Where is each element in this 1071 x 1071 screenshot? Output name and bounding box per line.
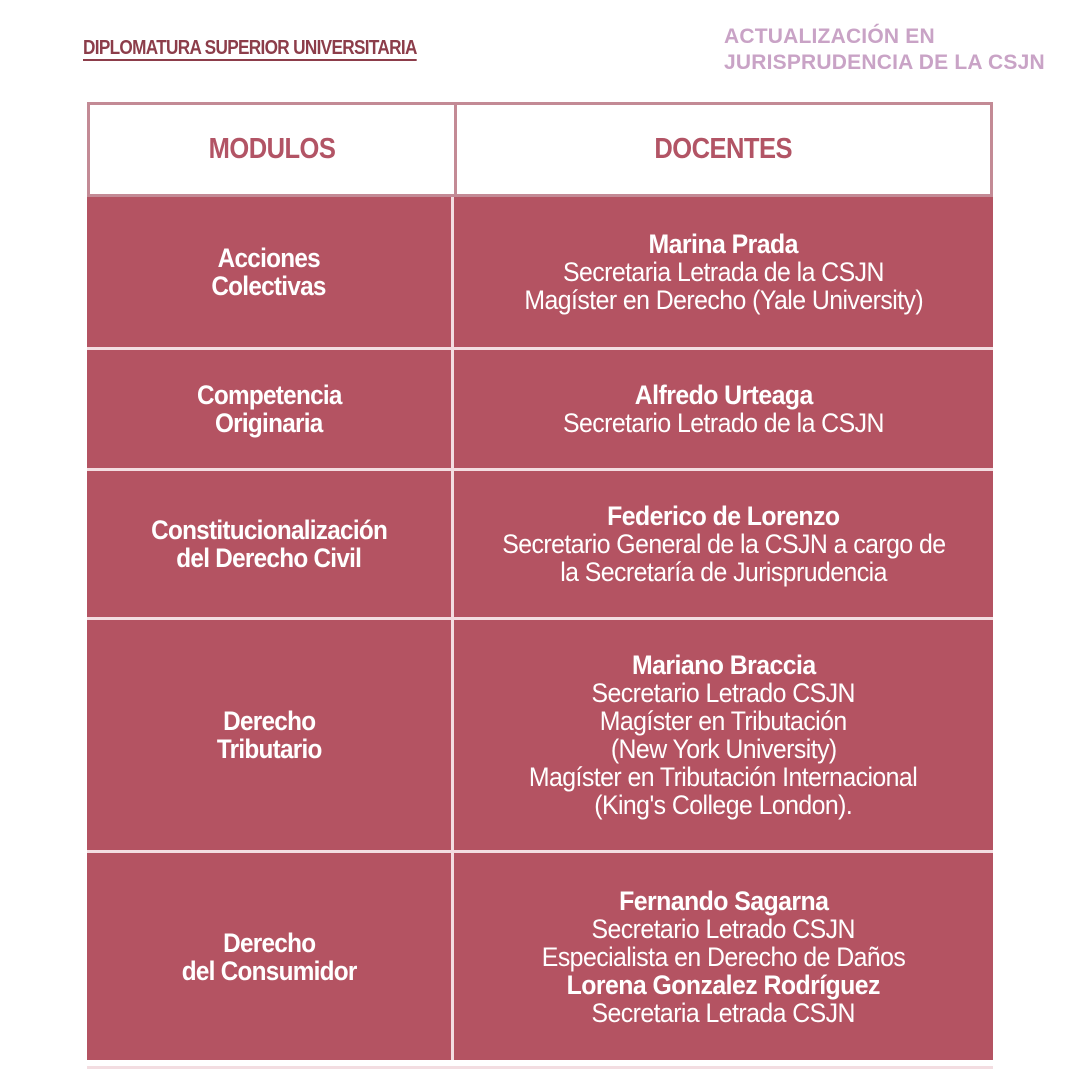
docentes-cell: [454, 350, 993, 468]
docente-credential: Secretario General de la CSJN a cargo de: [501, 529, 946, 559]
docente-credential: Secretaria Letrada CSJN: [591, 997, 856, 1028]
docente-credential: Magíster en Tributación Internacional: [529, 762, 918, 792]
table-row: [87, 468, 993, 617]
docente-credential: Magíster en Derecho (Yale University): [524, 285, 923, 315]
docente-credential: Secretario Letrado CSJN: [591, 913, 856, 944]
docentes-cell: [454, 620, 993, 850]
module-name-line: Tributario: [216, 734, 322, 764]
module-cell: [87, 350, 454, 468]
module-name-line: del Consumidor: [181, 955, 357, 986]
module-cell: [87, 853, 454, 1060]
course-title-line-1: ACTUALIZACIÓN EN: [724, 25, 935, 48]
table-body: [87, 197, 993, 1060]
docente-credential: (New York University): [610, 734, 837, 764]
modules-table: [87, 102, 993, 1060]
course-title-line-2: JURISPRUDENCIA DE LA CSJN: [724, 51, 1045, 74]
module-cell: [87, 197, 454, 347]
module-name-line: Acciones: [217, 243, 321, 273]
column-header-modulos: MODULOS: [90, 105, 457, 194]
docente-name: Federico de Lorenzo: [607, 501, 840, 531]
table-bottom-border: [87, 1066, 993, 1069]
module-cell: [87, 471, 454, 617]
docente-credential: Magíster en Tributación: [600, 706, 847, 736]
column-header-docentes: DOCENTES: [654, 133, 793, 165]
table-row: [87, 347, 993, 468]
docente-credential: la Secretaría de Jurisprudencia: [560, 557, 887, 587]
module-name-line: Derecho: [222, 927, 316, 958]
module-cell: [87, 620, 454, 850]
docentes-cell: [454, 197, 993, 347]
docentes-cell: [454, 471, 993, 617]
docente-credential: Secretario Letrado de la CSJN: [563, 408, 884, 438]
module-name-line: Colectivas: [211, 271, 327, 301]
table-row: [87, 197, 993, 347]
course-title: [724, 24, 1069, 76]
module-name-line: Derecho: [222, 706, 316, 736]
docente-credential: (King's College London).: [594, 790, 853, 820]
docente-name: Marina Prada: [648, 229, 799, 259]
table-header-row: [87, 102, 993, 197]
docente-name: Fernando Sagarna: [618, 885, 829, 916]
table-row: [87, 617, 993, 850]
table-row: [87, 850, 993, 1060]
module-name-line: Constitucionalización: [151, 515, 387, 545]
docente-credential: Secretaria Letrada de la CSJN: [563, 257, 884, 287]
docente-credential: Especialista en Derecho de Daños: [541, 941, 906, 972]
module-name-line: Competencia: [196, 380, 342, 410]
docente-name: Mariano Braccia: [631, 650, 816, 680]
docente-name: Alfredo Urteaga: [634, 380, 813, 410]
program-title: DIPLOMATURA SUPERIOR UNIVERSITARIA: [83, 37, 417, 59]
module-name-line: del Derecho Civil: [176, 543, 362, 573]
docente-credential: Secretario Letrado CSJN: [591, 678, 856, 708]
module-name-line: Originaria: [215, 408, 323, 438]
docente-name: Lorena Gonzalez Rodríguez: [566, 969, 881, 1000]
docentes-cell: [454, 853, 993, 1060]
